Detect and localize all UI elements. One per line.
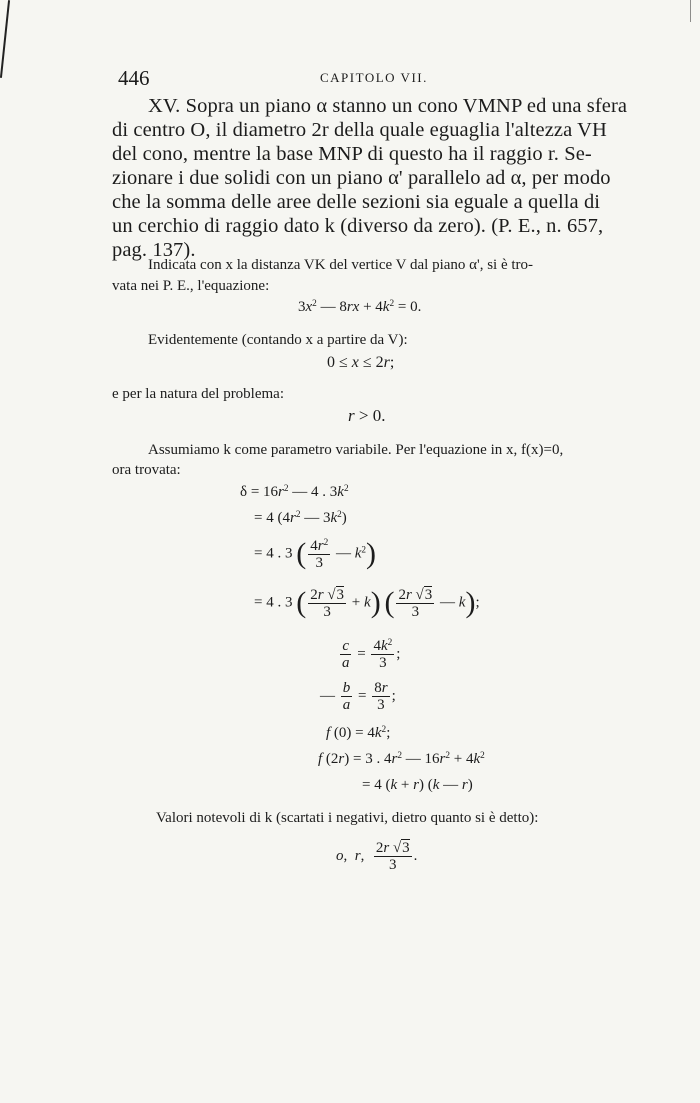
- values-line: Valori notevoli di k (scartati i negativi, dietro quanto si è detto):: [156, 810, 539, 826]
- page-number: 446: [118, 66, 150, 90]
- margin-mark: [0, 0, 10, 78]
- problem-line-6: un cerchio di raggio dato k (diverso da zero). (P. E., n. 657,: [112, 215, 604, 237]
- f-2r-line-1: f (2r) = 3 . $4r^2$ — $16r^2 + 4k^2$: [318, 750, 485, 767]
- delta-line-3: = 4 . 3 ( $\frac{4r^2}{3}$ — $k^2$): [254, 537, 377, 571]
- r-positive: r > 0.: [348, 406, 386, 425]
- problem-line-3: del cono, mentre la base MNP di questo ha il raggio r. Se-: [112, 143, 592, 165]
- param-line-2: ora trovata:: [112, 462, 181, 478]
- f-zero: f $(0) = 4k^2$;: [326, 724, 391, 741]
- problem-line-7: pag. 137).: [112, 239, 196, 261]
- ba-ratio: — $\frac{b}{a}$ = $\frac{8r}{3}$ ;: [320, 680, 396, 713]
- running-title: CAPITOLO VII.: [320, 70, 428, 85]
- delta-line-1: $\delta = 16r^2$ — 4 . $3k^2$: [240, 483, 349, 500]
- problem-line-4: zionare i due solidi con un piano α' parallelo ad α, per modo: [112, 167, 611, 189]
- intro-line-1: Indicata con x la distanza VK del vertice V dal piano α', si è tro-: [148, 257, 534, 273]
- problem-line-1: XV. Sopra un piano α stanno un cono VMNP ed una sfera: [148, 95, 628, 117]
- problem-line-5: che la somma delle aree delle sezioni sia eguale a quella di: [112, 191, 601, 213]
- param-line-1: Assumiamo k come parametro variabile. Per l'equazione in x, f(x)=0,: [148, 442, 564, 458]
- intro-line-2: vata nei P. E., l'equazione:: [112, 278, 270, 294]
- notable-values: o, r, $\frac{2r √3}{3}$ .: [336, 840, 418, 873]
- ca-ratio: $\frac{c}{a}$ = $\frac{4k^2}{3}$ ;: [342, 637, 401, 671]
- main-equation: $3x^2$ — $8rx + 4k^2 = 0$.: [298, 298, 422, 315]
- inequality: 0 ≤ x ≤ 2r;: [327, 354, 395, 371]
- delta-line-2: = 4 ($4r^2$ — $3k^2$): [254, 509, 347, 526]
- problem-line-2: di centro O, il diametro 2r della quale eguaglia l'altezza VH: [112, 119, 607, 141]
- f-2r-line-2: = 4 (k + r) (k — r): [362, 777, 473, 793]
- nature-line: e per la natura del problema:: [112, 386, 285, 402]
- margin-mark: [690, 0, 691, 22]
- evident-line: Evidentemente (contando x a partire da V):: [148, 332, 408, 348]
- delta-line-4: = 4 . 3 ( $\frac{2r √3}{3}$ + k) ( $\frac{2r √3}{3}$ — k);: [254, 586, 480, 620]
